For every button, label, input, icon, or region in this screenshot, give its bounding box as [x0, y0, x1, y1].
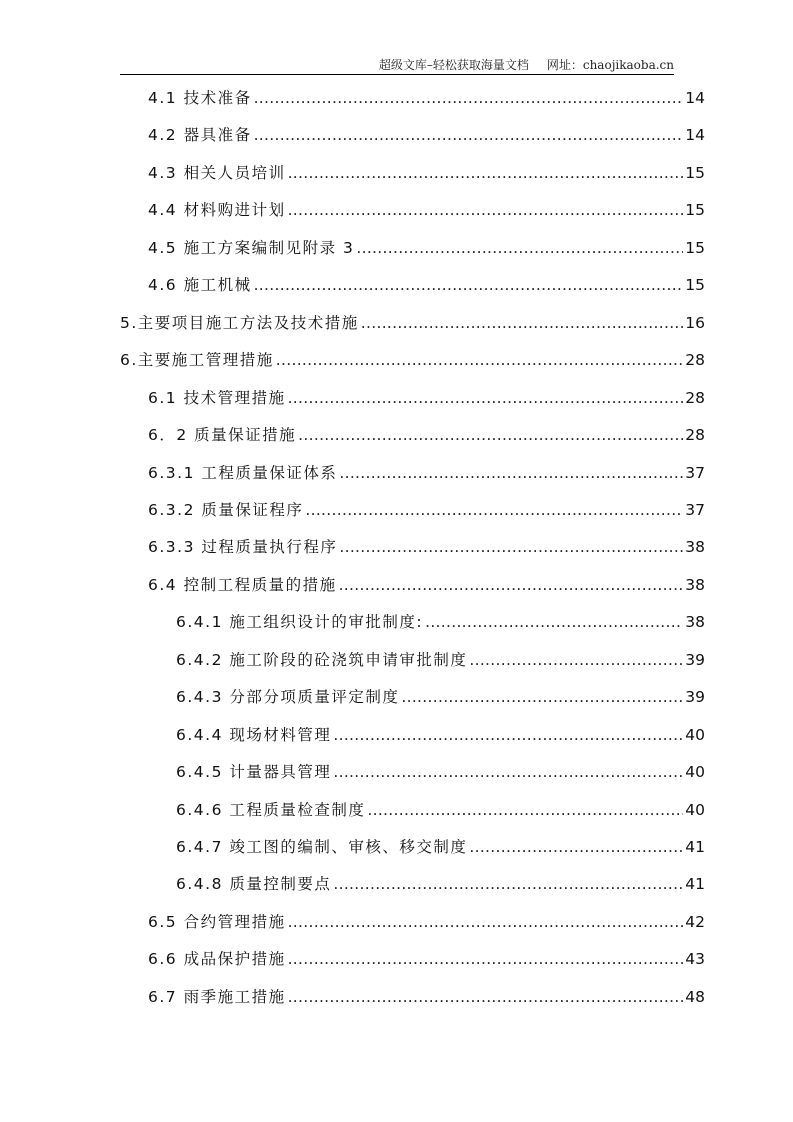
dot-leader — [469, 838, 683, 856]
toc-entry[interactable] — [176, 760, 705, 784]
toc-entry[interactable] — [148, 535, 705, 559]
toc-entry[interactable] — [148, 386, 705, 410]
toc-entry-title: 6.5 合约管理措施 — [148, 912, 286, 931]
page-header — [120, 56, 674, 75]
toc-entry-page: 38 — [685, 613, 705, 632]
dot-leader — [254, 89, 684, 107]
dot-leader — [425, 613, 683, 631]
toc-entry-page: 40 — [685, 800, 705, 819]
dot-leader — [333, 763, 683, 781]
toc-entry[interactable] — [120, 348, 705, 372]
dot-leader — [333, 726, 683, 744]
toc-entry-page: 48 — [685, 987, 705, 1006]
toc-entry-title: 6.3.3 过程质量执行程序 — [148, 538, 338, 557]
toc-entry-page: 41 — [685, 875, 705, 894]
toc-entry-title: 5.主要项目施工方法及技术措施 — [120, 313, 359, 332]
dot-leader — [288, 950, 684, 968]
toc-entry-title: 6.4.3 分部分项质量评定制度 — [176, 688, 400, 707]
toc-entry-page: 28 — [685, 351, 705, 370]
toc-entry-title: 6.4 控制工程质量的措施 — [148, 575, 337, 594]
toc-entry-page: 41 — [685, 838, 705, 856]
dot-leader — [339, 464, 683, 482]
toc-entry-title: 4.3 相关人员培训 — [148, 163, 286, 182]
toc-entry-title: 6.4.7 竣工图的编制、审核、移交制度 — [176, 838, 468, 856]
toc-entry-page: 38 — [685, 538, 705, 557]
toc-entry-title: 4.2 器具准备 — [148, 126, 252, 145]
toc-entry[interactable] — [148, 461, 705, 485]
toc-entry-page: 43 — [685, 950, 705, 969]
toc-entry[interactable] — [176, 798, 705, 822]
toc-entry[interactable] — [148, 198, 705, 222]
header-site-slogan: 超级文库–轻松获取海量文档 — [378, 58, 529, 72]
toc-entry[interactable] — [176, 835, 705, 859]
toc-entry[interactable] — [120, 311, 705, 335]
toc-entry[interactable] — [176, 685, 705, 709]
toc-entry[interactable] — [148, 573, 705, 597]
dot-leader — [333, 875, 683, 893]
dot-leader — [288, 389, 684, 407]
toc-entry-page: 16 — [685, 313, 705, 332]
dot-leader — [305, 501, 683, 519]
toc-entry-page: 15 — [685, 163, 705, 182]
toc-entry-title: 6.3.2 质量保证程序 — [148, 500, 304, 519]
toc-entry-page: 39 — [685, 650, 705, 669]
toc-entry[interactable] — [176, 648, 705, 672]
dot-leader — [339, 538, 683, 556]
toc-entry[interactable] — [148, 273, 705, 297]
toc-entry-title: 6.4.1 施工组织设计的审批制度: — [176, 613, 424, 632]
dot-leader — [288, 988, 684, 1006]
toc-entry-title: 6.4.5 计量器具管理 — [176, 763, 332, 782]
toc-entry[interactable] — [148, 236, 705, 260]
toc-entry-page: 14 — [685, 89, 705, 107]
toc-entry-title: 6.7 雨季施工措施 — [148, 987, 286, 1006]
toc-entry[interactable] — [148, 123, 705, 147]
toc-entry-page: 38 — [685, 575, 705, 594]
dot-leader — [288, 201, 684, 219]
toc-entry[interactable] — [148, 947, 705, 971]
dot-leader — [469, 651, 683, 669]
toc-entry-title: 6.4.6 工程质量检查制度 — [176, 800, 366, 819]
dot-leader — [254, 276, 684, 294]
toc-entry-title: 6.3.1 工程质量保证体系 — [148, 463, 338, 482]
dot-leader — [298, 426, 683, 444]
toc-entry-title: 4.5 施工方案编制见附录 3 — [148, 238, 355, 257]
toc-entry-page: 39 — [685, 688, 705, 707]
toc-entry-page: 15 — [685, 276, 705, 295]
toc-entry-page: 15 — [685, 238, 705, 257]
toc-entry-title: 6.6 成品保护措施 — [148, 950, 286, 969]
toc-entry[interactable] — [176, 610, 705, 634]
toc-entry-title: 4.6 施工机械 — [148, 276, 252, 295]
header-site-url: 网址：chaojikaoba.cn — [546, 58, 674, 72]
toc-entry-title: 6.主要施工管理措施 — [120, 351, 274, 370]
toc-entry-page: 28 — [685, 426, 705, 445]
toc-entry-title: 6．2 质量保证措施 — [148, 426, 297, 445]
toc-entry-title: 6.4.8 质量控制要点 — [176, 875, 332, 894]
toc-entry[interactable] — [148, 423, 705, 447]
toc-entry-title: 6.4.4 现场材料管理 — [176, 725, 332, 744]
toc-entry-page: 40 — [685, 725, 705, 744]
toc-entry-title: 6.1 技术管理措施 — [148, 388, 286, 407]
toc-entry[interactable] — [176, 872, 705, 896]
dot-leader — [401, 688, 683, 706]
toc-entry[interactable] — [176, 723, 705, 747]
toc-entry-page: 37 — [685, 500, 705, 519]
toc-entry-page: 14 — [685, 126, 705, 145]
toc-entry[interactable] — [148, 910, 705, 934]
dot-leader — [356, 239, 683, 257]
toc-entry-page: 42 — [685, 912, 705, 931]
toc-entry[interactable] — [148, 161, 705, 185]
dot-leader — [367, 801, 683, 819]
dot-leader — [339, 576, 684, 594]
toc-entry[interactable] — [148, 86, 705, 110]
toc-entry[interactable] — [148, 498, 705, 522]
toc-entry-page: 37 — [685, 463, 705, 482]
toc-entry-title: 4.1 技术准备 — [148, 89, 252, 107]
toc-entry-title: 6.4.2 施工阶段的砼浇筑申请审批制度 — [176, 650, 468, 669]
toc-entry[interactable] — [148, 985, 705, 1009]
toc-entry-page: 28 — [685, 388, 705, 407]
dot-leader — [288, 913, 684, 931]
toc-entry-title: 4.4 材料购进计划 — [148, 201, 286, 220]
dot-leader — [276, 351, 683, 369]
toc-entry-page: 40 — [685, 763, 705, 782]
dot-leader — [254, 126, 684, 144]
dot-leader — [361, 314, 683, 332]
dot-leader — [288, 164, 684, 182]
toc-entry-page: 15 — [685, 201, 705, 220]
